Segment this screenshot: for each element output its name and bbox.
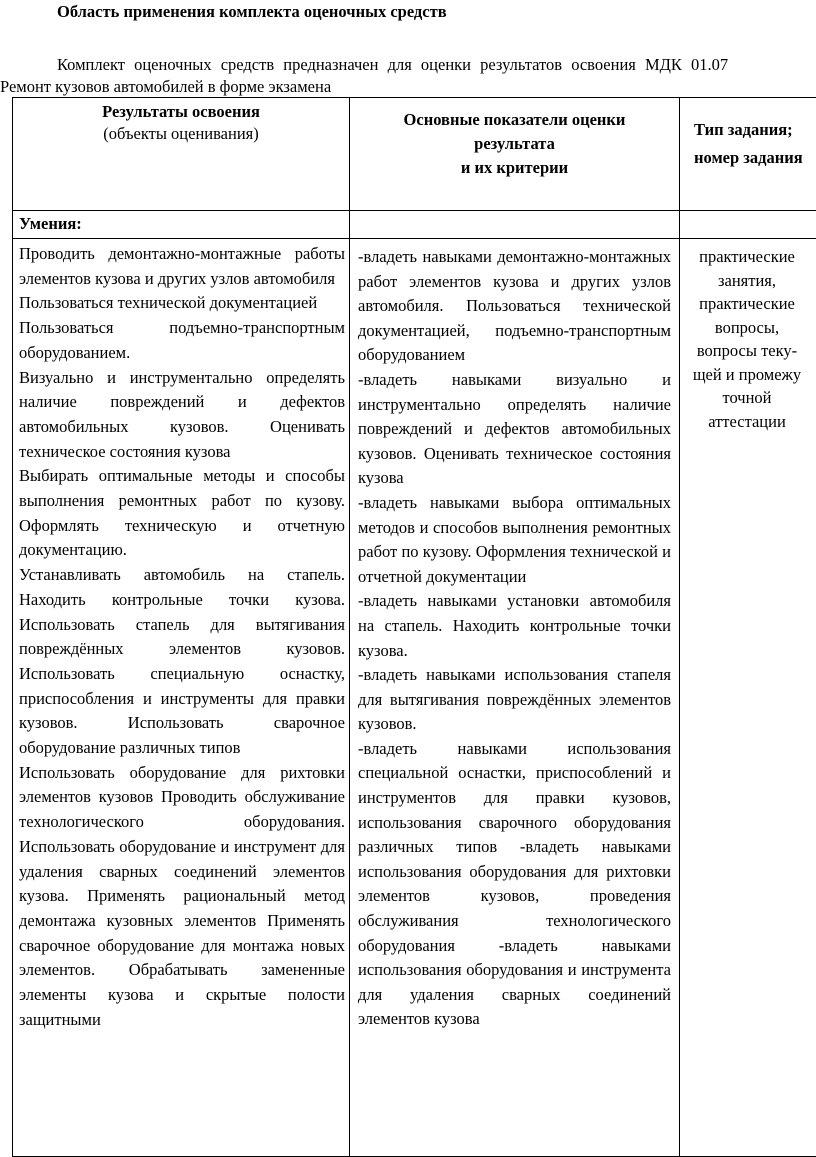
indicator-item: -владеть навыками выбора оптимальных методов и способов выполнения ремонтных работ по кузову. Оформления технической и отчетной документации [358,491,671,589]
section-empty-cell [680,211,816,239]
page-heading: Область применения комплекта оценочных средств [57,2,447,22]
indicator-item: -владеть навыками установки автомобиля на стапель. Находить контрольные точки кузова. [358,589,671,663]
task-types-cell [680,239,816,1157]
header-task-type [680,98,816,211]
intro-line-1: Комплект оценочных средств предназначен для оценки результатов освоения МДК 01.07 [57,55,728,75]
skill-item: Визуально и инструментально определять наличие повреждений и дефектов автомобильных кузовов. Оценивать техническое состояния кузова [19,366,345,465]
skill-item: Использовать оборудование для рихтовки элементов кузовов Проводить обслуживание технологического оборудования. Использовать оборудование и инструмент для удаления сварных соединений элементов кузова. Применять рациональный метод демонтажа кузовных элементов Применять сварочное оборудование для монтажа новых элементов. Обрабатывать замененные элементы кузова и скрытые полости защитными [19,761,345,1033]
skill-item: Пользоваться технической документацией [19,291,345,316]
header-indicators [350,98,680,211]
indicator-item: -владеть навыками демонтажно-монтажных работ элементов кузова и других узлов автомобиля. Пользоваться технической документацией, подъемно-транспортным оборудованием [358,245,671,368]
section-row [13,211,816,239]
table-header-row [13,98,816,211]
task-type-line: точной [680,386,814,410]
task-type-line: занятия, [680,269,814,293]
skill-item: Проводить демонтажно-монтажные работы элементов кузова и других узлов автомобиля [19,242,345,291]
skill-item: Пользоваться подъемно-транспортным оборудованием. [19,316,345,365]
header-task-type-line1: Тип задания; [694,116,816,144]
task-type-line: аттестации [680,410,814,434]
task-type-line: щей и промежу [680,363,814,387]
skills-row [13,239,816,1157]
skills-cell [13,239,350,1157]
header-indicators-line3: и их критерии [350,156,679,180]
header-results-title: Результаты освоения [13,101,349,123]
task-type-line: вопросы теку- [680,339,814,363]
task-type-line: практические [680,245,814,269]
header-indicators-line1: Основные показатели оценки [350,108,679,132]
header-task-type-line2: номер задания [694,144,816,172]
header-results [13,98,350,211]
header-results-subtitle: (объекты оценивания) [13,123,349,145]
indicators-cell [350,239,680,1157]
indicator-item: -владеть навыками использования стапеля для вытягивания повреждённых элементов кузовов. [358,663,671,737]
intro-line-2: Ремонт кузовов автомобилей в форме экзамена [0,77,331,97]
skill-item: Устанавливать автомобиль на стапель. Находить контрольные точки кузова. Использовать стапель для вытягивания повреждённых элементов кузовов. Использовать специальную оснастку, приспособления и инструменты для правки кузовов. Использовать сварочное оборудование различных типов [19,563,345,761]
indicator-item: -владеть навыками использования специальной оснастки, приспособлений и инструментов для правки кузовов, использования сварочного оборудования различных типов -владеть навыками использования оборудования для рихтовки элементов кузовов, проведения обслуживания технологического оборудования -владеть навыками использования оборудования и инструмента для удаления сварных соединений элементов кузова [358,737,671,1032]
section-label: Умения: [13,211,350,239]
header-indicators-line2: результата [350,132,679,156]
task-type-line: вопросы, [680,316,814,340]
indicator-item: -владеть навыками визуально и инструментально определять наличие повреждений и дефектов автомобильных кузовов. Оценивать техническое состояния кузова [358,368,671,491]
task-type-line: практические [680,292,814,316]
skill-item: Выбирать оптимальные методы и способы выполнения ремонтных работ по кузову. Оформлять техническую и отчетную документацию. [19,464,345,563]
section-empty-cell [350,211,680,239]
assessment-table [12,97,816,1157]
